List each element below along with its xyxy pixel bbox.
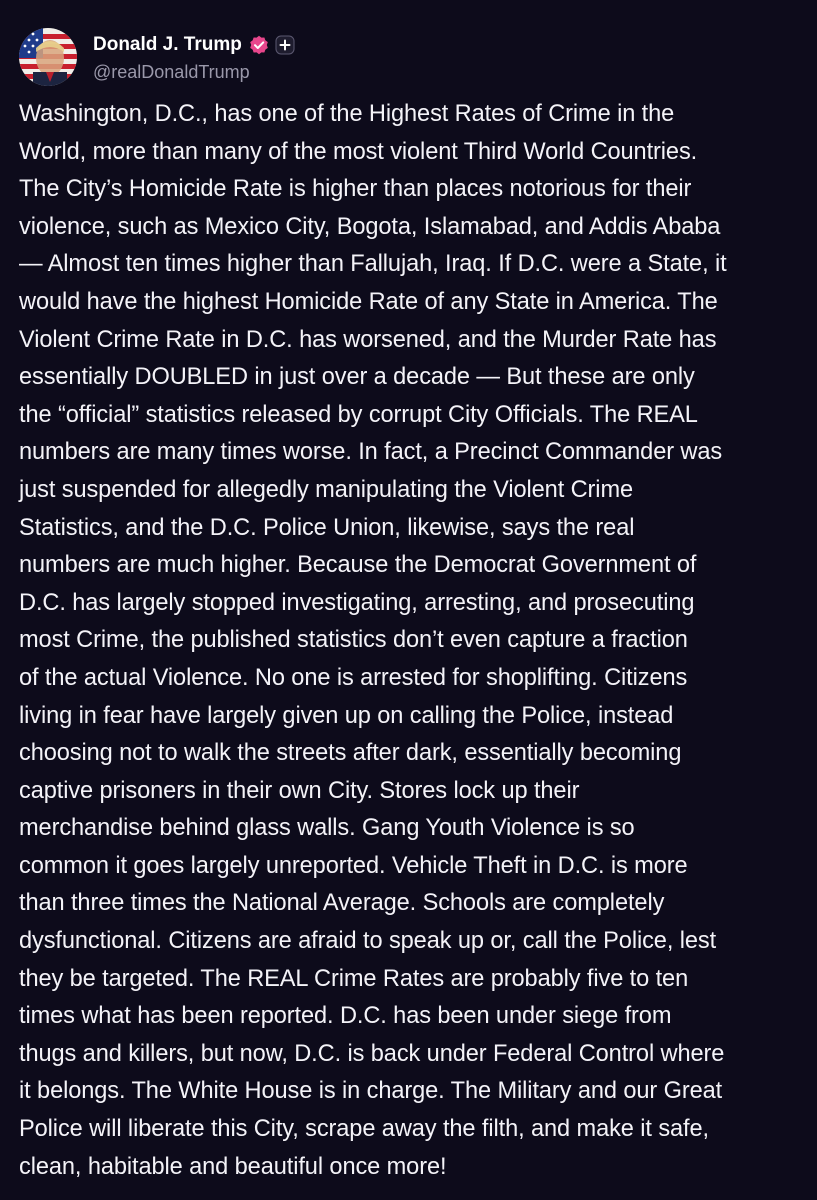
post-header <box>19 28 295 86</box>
flag-portrait-avatar-icon <box>19 28 77 86</box>
author-identity <box>93 32 295 83</box>
verified-badge-icon <box>249 35 269 55</box>
author-handle[interactable]: @realDonaldTrump <box>93 62 250 82</box>
author-display-name[interactable]: Donald J. Trump <box>93 34 242 55</box>
post-body-text: Washington, D.C., has one of the Highest Rates of Crime in the World, more than many of the most violent Third World Countries. The City’s Homicide Rate is higher than places notorious for their violence, such as Mexico City, Bogota, Islamabad, and Addis Ababa — Almost ten times higher than Fallujah, Iraq. If D.C. were a State, it would have the highest Homicide Rate of any State in America. The Violent Crime Rate in D.C. has worsened, and the Murder Rate has essentially DOUBLED in just over a decade — But these are only the “official” statistics released by corrupt City Officials. The REAL numbers are many times worse. In fact, a Precinct Commander was just suspended for allegedly manipulating the Violent Crime Statistics, and the D.C. Police Union, likewise, says the real numbers are much higher. Because the Democrat Government of D.C. has largely stopped investigating, arresting, and prosecuting most Crime, the published statistics don’t even capture a fraction of the actual Violence. No one is arrested for shoplifting. Citizens living in fear have largely given up on calling the Police, instead choosing not to walk the streets after dark, essentially becoming captive prisoners in their own City. Stores lock up their merchandise behind glass walls. Gang Youth Violence is so common it goes largely unreported. Vehicle Theft in D.C. is more than three times the National Average. Schools are completely dysfunctional. Citizens are afraid to speak up or, call the Police, lest they be targeted. The REAL Crime Rates are probably five to ten times what has been reported. D.C. has been under siege from thugs and killers, but now, D.C. is back under Federal Control where it belongs. The White House is in charge. The Military and our Great Police will liberate this City, scrape away the filth, and make it safe, clean, habitable and beautiful once more! <box>19 101 727 1180</box>
plus-badge-icon <box>275 35 295 55</box>
avatar[interactable] <box>19 28 77 86</box>
name-row <box>93 32 295 58</box>
